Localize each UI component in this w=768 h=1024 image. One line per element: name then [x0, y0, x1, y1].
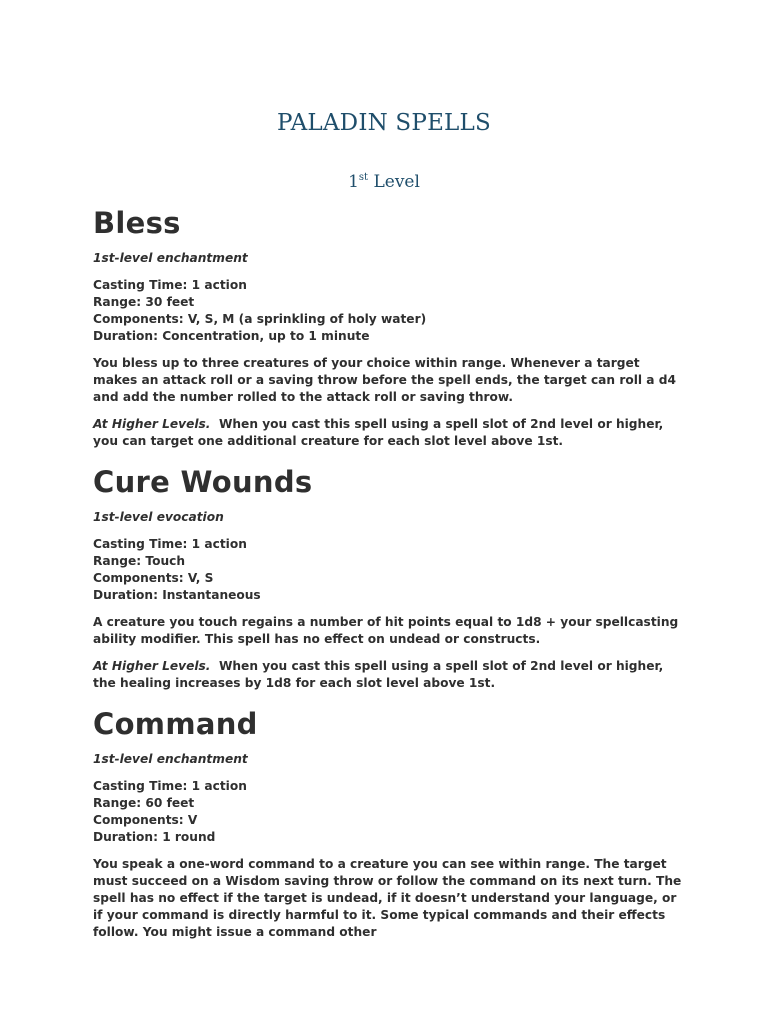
spell-description: A creature you touch regains a number of hit points equal to 1d8 + your spellcasting ability modifier. This spell has no effect on undead or constructs. [93, 615, 679, 646]
range: Range: 60 feet [93, 796, 195, 810]
spell-command [93, 704, 683, 941]
spell-cure-wounds [93, 462, 683, 692]
subtitle-number: 1 [348, 172, 359, 192]
duration: Duration: 1 round [93, 830, 216, 844]
page-title: PALADIN SPELLS [277, 110, 491, 136]
duration: Duration: Instantaneous [93, 588, 261, 602]
spell-description: You bless up to three creatures of your choice within range. Whenever a target makes an attack roll or a saving throw before the spell ends, the target can roll a d4 and add the number rolled to the attack roll or saving throw. [93, 356, 676, 404]
casting-time: Casting Time: 1 action [93, 537, 247, 551]
spell-bless [93, 203, 683, 450]
higher-levels-text: When you cast this spell using a spell slot of 2nd level or higher, the healing increases by 1d8 for each slot level above 1st. [93, 659, 664, 690]
higher-levels [93, 416, 683, 450]
spell-school: 1st-level evocation [93, 510, 224, 524]
spell-school: 1st-level enchantment [93, 752, 248, 766]
range: Range: 30 feet [93, 295, 195, 309]
spell-name: Cure Wounds [93, 465, 313, 499]
subtitle-ordinal-suffix: st [358, 172, 369, 183]
spell-name: Command [93, 707, 258, 741]
spell-stats [93, 778, 683, 846]
range: Range: Touch [93, 554, 186, 568]
spell-list [93, 203, 683, 951]
higher-levels-label: At Higher Levels. [93, 417, 211, 431]
spell-school: 1st-level enchantment [93, 251, 248, 265]
spell-description: You speak a one-word command to a creature you can see within range. The target must succeed on a Wisdom saving throw or follow the command on its next turn. The spell has no effect if the target is undead, if it doesn’t understand your language, or if your command is directly harmful to it. Some typical commands and their effects follow. You might issue a command other [93, 857, 682, 939]
components: Components: V, S, M (a sprinkling of holy water) [93, 312, 427, 326]
components: Components: V [93, 813, 198, 827]
subtitle-word: Level [373, 172, 420, 192]
page-subtitle [0, 172, 768, 192]
components: Components: V, S [93, 571, 214, 585]
duration: Duration: Concentration, up to 1 minute [93, 329, 370, 343]
higher-levels [93, 658, 683, 692]
spell-stats [93, 536, 683, 604]
higher-levels-label: At Higher Levels. [93, 659, 211, 673]
spell-stats [93, 277, 683, 345]
casting-time: Casting Time: 1 action [93, 278, 247, 292]
casting-time: Casting Time: 1 action [93, 779, 247, 793]
higher-levels-text: When you cast this spell using a spell slot of 2nd level or higher, you can target one additional creature for each slot level above 1st. [93, 417, 664, 448]
spell-name: Bless [93, 206, 181, 240]
